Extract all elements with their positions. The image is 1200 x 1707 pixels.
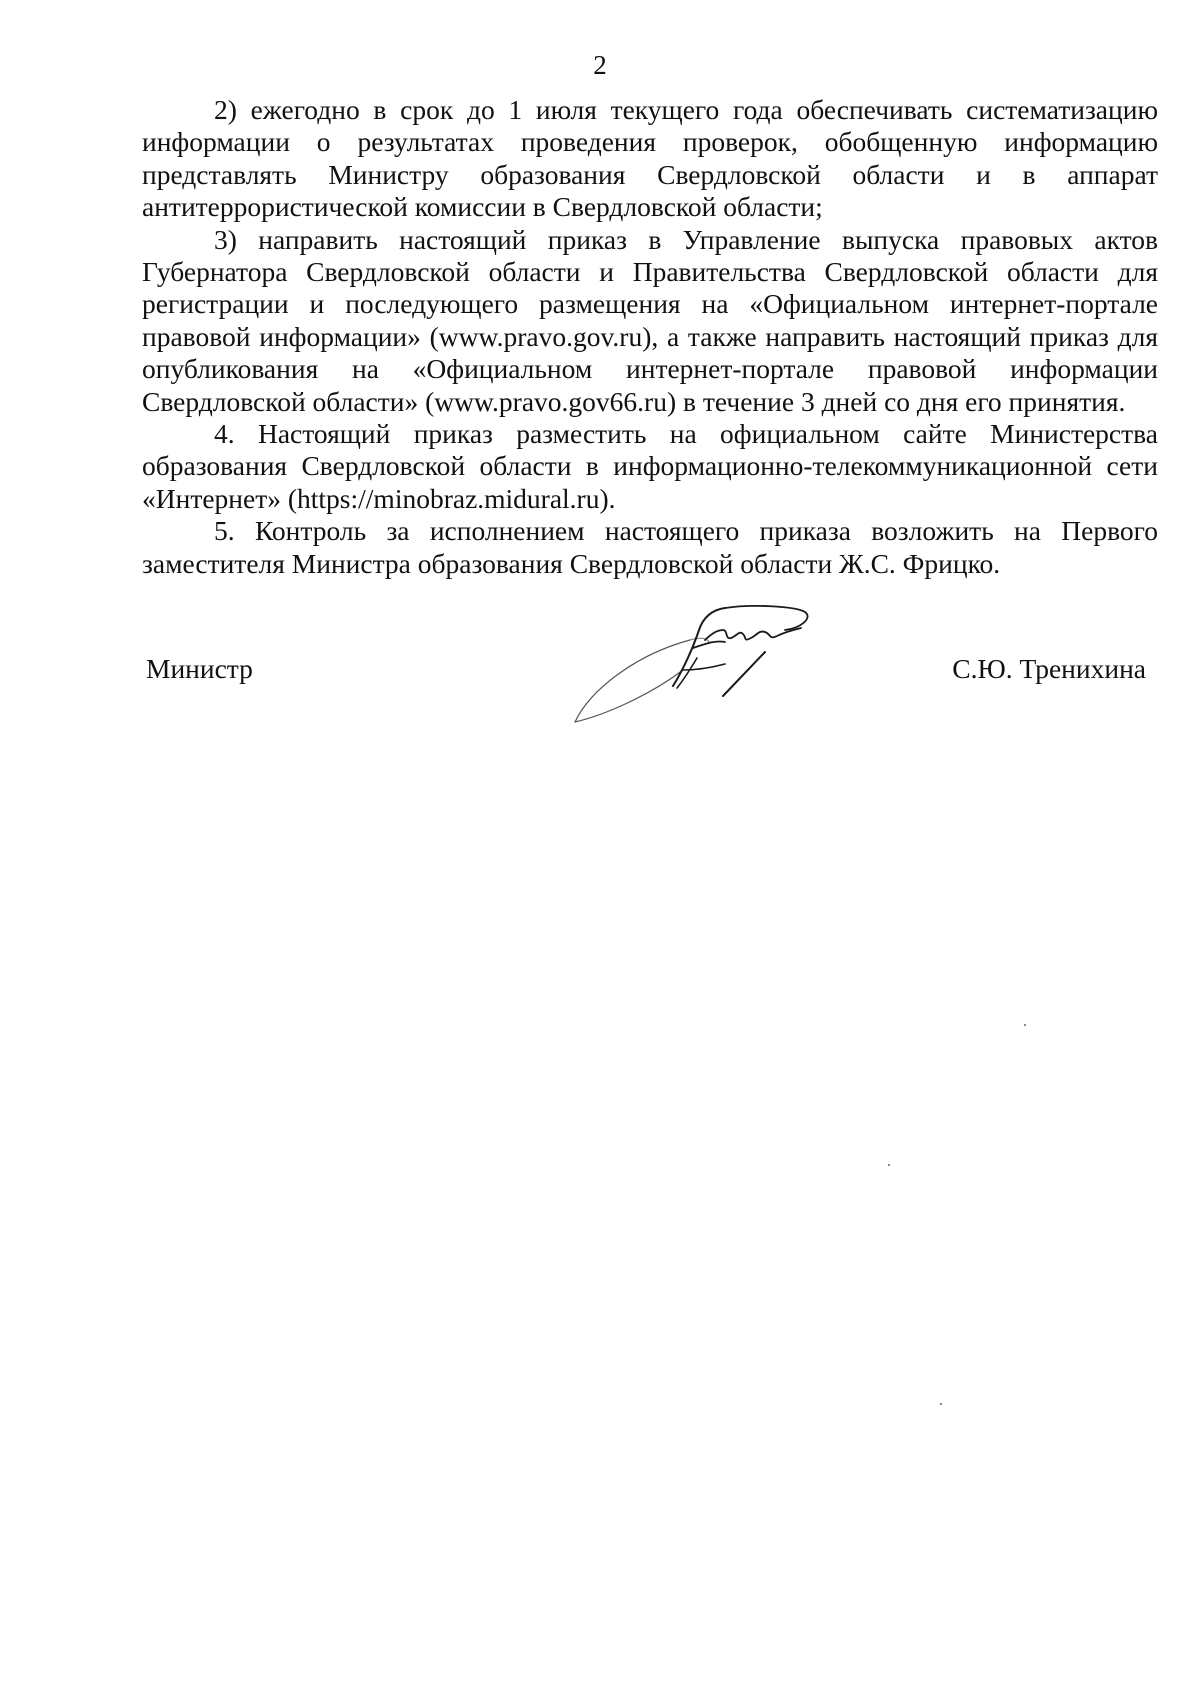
page-number: 2: [593, 50, 607, 80]
scan-speck: [1024, 1024, 1026, 1026]
paragraph-item-2: 2) ежегодно в срок до 1 июля текущего года обеспечивать систематизацию информации о результатах проведения проверок, обобщенную информацию представлять Министру образования Свердловской области и в аппарат антитеррористической комиссии в Свердловской области;: [142, 94, 1158, 223]
paragraph-5: 5. Контроль за исполнением настоящего приказа возложить на Первого заместителя Министра образования Свердловской области Ж.С. Фрицко.: [142, 515, 1158, 579]
handwritten-signature-icon: [565, 600, 855, 750]
signer-name: С.Ю. Тренихина: [952, 653, 1146, 684]
scan-speck: [888, 1164, 890, 1166]
signer-title: Министр: [146, 653, 253, 684]
paragraph-4: 4. Настоящий приказ разместить на официальном сайте Министерства образования Свердловской области в информационно-телекоммуникационной сети «Интернет» (https://minobraz.midural.ru).: [142, 418, 1158, 514]
scan-speck: [940, 1403, 942, 1405]
document-body: [142, 94, 1158, 580]
paragraph-item-3: 3) направить настоящий приказ в Управление выпуска правовых актов Губернатора Свердловской области и Правительства Свердловской области для регистрации и последующего размещения на «Официальном интернет-портале правовой информации» (www.pravo.gov.ru), а также направить настоящий приказ для опубликования на «Официальном интернет-портале правовой информации Свердловской области» (www.pravo.gov66.ru) в течение 3 дней со дня его принятия.: [142, 223, 1158, 417]
signature-block: [0, 600, 1200, 750]
